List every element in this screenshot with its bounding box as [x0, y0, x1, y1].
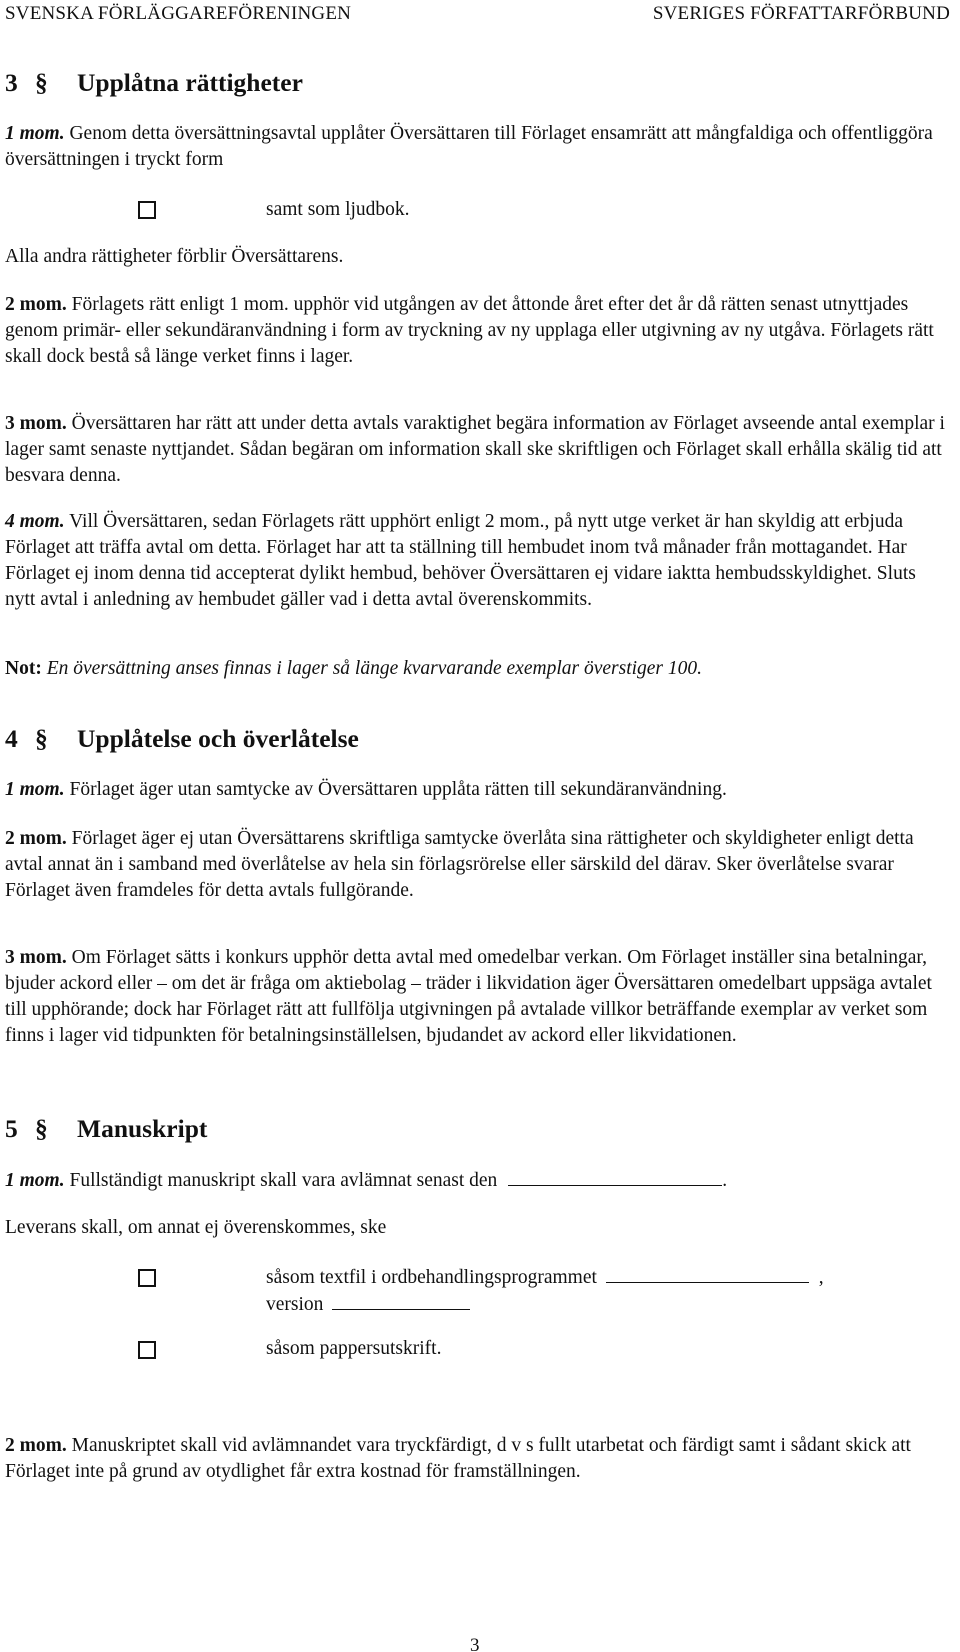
version-label: version — [266, 1294, 324, 1315]
mom-text: Förlagets rätt enligt 1 mom. upphör vid utgången av det åttonde året efter det år då rätten senast utnyttjades genom primär- eller sekundäranvändning i form av tryckning av ny upplaga eller utgivning av ny utgåva. Förlagets rätt skall dock bestå så länge verket finns i lager. — [5, 294, 934, 367]
s4-mom2 — [5, 826, 945, 904]
section-4-title: Upplåtelse och överlåtelse — [77, 724, 359, 753]
section-5-number: 5 — [5, 1114, 18, 1143]
section-3-title: Upplåtna rättigheter — [77, 68, 303, 97]
mom-text: Förlaget äger ej utan Översättarens skriftliga samtycke överlåta sina rättigheter och skyldigheter enligt detta avtal annat än i samband med överlåtelse av hela sin förlagsrörelse eller särskild del därav. Sker överlåtelse svarar Förlaget även framdeles för detta avtals fullgörande. — [5, 828, 914, 901]
header-right: SVERIGES FÖRFATTARFÖRBUND — [652, 3, 950, 24]
textfile-option — [266, 1264, 946, 1318]
mom-label: 1 mom. — [5, 1170, 65, 1191]
s4-mom3 — [5, 945, 945, 1049]
page-header — [0, 0, 960, 30]
header-left: SVENSKA FÖRLÄGGAREFÖRENINGEN — [5, 3, 352, 24]
s3-mom3 — [5, 411, 945, 489]
page-number: 3 — [470, 1636, 480, 1652]
note-label: Not: — [5, 658, 42, 679]
mom-text: Om Förlaget sätts i konkurs upphör detta avtal med omedelbar verkan. Om Förlaget inställer sina betalningar, bjuder ackord eller – om det är fråga om aktiebolag – träder i likvidation äger Översättaren omedelbart uppsäga avtalet till upphörande; dock har Förlaget rätt att fullfölja utgivningen på avtalade villkor beträffande exemplar av verket som finns i lager vid tidpunkten för betalningsinställelsen, bjudandet av ackord eller likvidationen. — [5, 947, 932, 1046]
mom-text: Manuskriptet skall vid avlämnandet vara tryckfärdigt, d v s fullt utarbetat och färdigt samt i sådant skick att Förlaget inte på grund av otydlighet får extra kostnad för framställningen. — [5, 1435, 911, 1482]
s3-mom4 — [5, 509, 945, 613]
s3-mom1 — [5, 121, 945, 173]
comma: , — [818, 1267, 824, 1288]
section-sign: § — [35, 724, 48, 753]
s3-note — [5, 656, 945, 682]
mom-label: 4 mom. — [5, 511, 65, 532]
section-3-number: 3 — [5, 68, 18, 97]
section-5-title: Manuskript — [77, 1114, 208, 1143]
version-field[interactable] — [332, 1291, 470, 1310]
section-sign: § — [35, 1114, 48, 1143]
s3-mom2 — [5, 292, 945, 370]
note-text: En översättning anses finnas i lager så länge kvarvarande exemplar överstiger 100. — [41, 658, 703, 679]
section-3-heading — [5, 66, 303, 100]
deadline-date-field[interactable] — [508, 1167, 722, 1186]
audiobook-option-label: samt som ljudbok. — [266, 199, 410, 220]
paper-option-label: såsom pappersutskrift. — [266, 1338, 442, 1359]
mom-end: . — [722, 1170, 728, 1191]
section-4-number: 4 — [5, 724, 18, 753]
s3-other-rights: Alla andra rättigheter förblir Översättarens. — [5, 246, 344, 267]
s4-mom1 — [5, 777, 945, 803]
mom-label: 1 mom. — [5, 123, 65, 144]
section-4-heading — [5, 722, 359, 756]
s5-mom1 — [5, 1167, 945, 1194]
mom-label: 3 mom. — [5, 947, 67, 968]
mom-label: 2 mom. — [5, 828, 67, 849]
section-sign: § — [35, 68, 48, 97]
paper-checkbox[interactable] — [138, 1341, 156, 1359]
mom-text: Förlaget äger utan samtycke av Översättaren upplåta rätten till sekundäranvändning. — [64, 779, 727, 800]
textfile-option-label: såsom textfil i ordbehandlingsprogrammet — [266, 1267, 597, 1288]
audiobook-checkbox[interactable] — [138, 201, 156, 219]
s5-mom2 — [5, 1433, 945, 1485]
mom-label: 1 mom. — [5, 779, 65, 800]
s5-delivery: Leverans skall, om annat ej överenskommes, ske — [5, 1217, 387, 1238]
mom-label: 3 mom. — [5, 413, 67, 434]
mom-text: Vill Översättaren, sedan Förlagets rätt upphört enligt 2 mom., på nytt utge verket är han skyldig att erbjuda Förlaget att träffa avtal om detta. Förlaget har att ta ställning till hembudet inom två månader från mottagandet. Har Förlaget ej inom denna tid accepterat dylikt hembud, behöver Översättaren ej vidare iaktta hembudsskyldighet. Sluts nytt avtal i anledning av hembudet gäller vad i detta avtal överenskommits. — [5, 511, 916, 610]
mom-text: Fullständigt manuskript skall vara avlämnat senast den — [64, 1170, 498, 1191]
program-name-field[interactable] — [606, 1264, 809, 1283]
mom-text: Översättaren har rätt att under detta avtals varaktighet begära information av Förlaget avseende antal exemplar i lager samt senaste nyttjandet. Sådan begäran om information skall ske skriftligen och Förlaget skall erhålla skälig tid att besvara denna. — [5, 413, 945, 486]
mom-label: 2 mom. — [5, 294, 67, 315]
textfile-checkbox[interactable] — [138, 1269, 156, 1287]
section-5-heading — [5, 1112, 207, 1146]
mom-label: 2 mom. — [5, 1435, 67, 1456]
mom-text: Genom detta översättningsavtal upplåter Översättaren till Förlaget ensamrätt att mångfaldiga och offentliggöra översättningen i tryckt form — [5, 123, 933, 170]
